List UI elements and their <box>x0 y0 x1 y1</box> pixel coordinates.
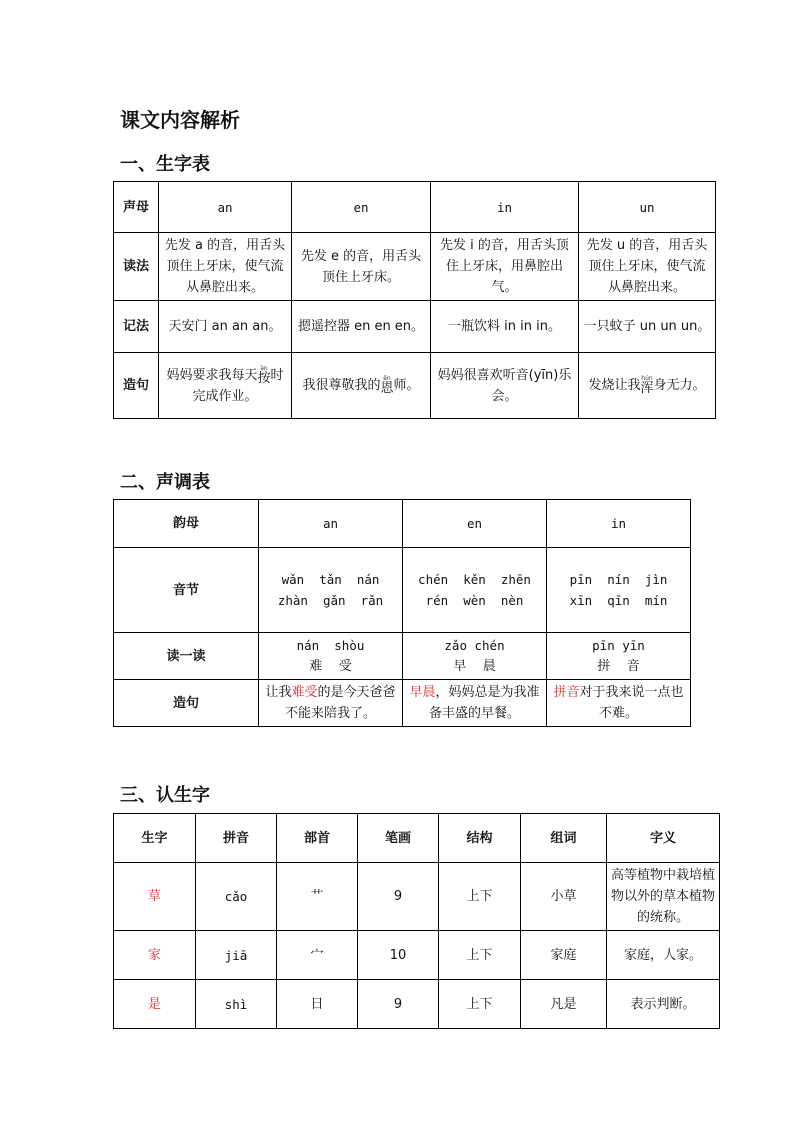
sentence-text: 发烧让我 <box>588 378 641 393</box>
word-cell <box>259 633 403 680</box>
sentence-cell <box>579 353 716 419</box>
row-label: 记法 <box>114 301 159 353</box>
sentence-text: ，妈妈总是为我准备丰盛的早餐。 <box>428 685 540 721</box>
row-label: 造句 <box>114 680 259 727</box>
reading-cell: 先发 u 的音，用舌头顶住上牙床，使气流从鼻腔出来。 <box>579 233 716 301</box>
meaning-cell: 表示判断。 <box>607 980 720 1029</box>
final-cell: in <box>547 500 691 548</box>
page-title: 课文内容解析 <box>120 108 240 132</box>
table-row <box>114 182 716 233</box>
tones-table <box>113 499 691 727</box>
char-cell: 是 <box>114 980 196 1029</box>
table-row <box>114 863 720 931</box>
reading-cell: 先发 a 的音，用舌头顶住上牙床，使气流从鼻腔出来。 <box>159 233 292 301</box>
char-pinyin: ēn <box>383 375 391 382</box>
word-chars: 难 受 <box>309 659 352 674</box>
word-cell: 凡是 <box>521 980 607 1029</box>
row-label: 读一读 <box>114 633 259 680</box>
sound-cell: an <box>159 182 292 233</box>
column-header: 字义 <box>607 814 720 863</box>
sentence-text: 对于我来说一点也不难。 <box>579 685 684 721</box>
column-header: 笔画 <box>358 814 439 863</box>
annotated-char <box>257 365 270 386</box>
strokes-cell: 9 <box>358 863 439 931</box>
row-label: 韵母 <box>114 500 259 548</box>
table-row <box>114 548 691 633</box>
syllables-cell <box>403 548 547 633</box>
final-cell: an <box>259 500 403 548</box>
char-cell: 家 <box>114 931 196 980</box>
row-label: 声母 <box>114 182 159 233</box>
memory-cell: 摁遥控器 en en en。 <box>292 301 431 353</box>
char: 浑 <box>640 381 654 396</box>
table-row <box>114 680 691 727</box>
table-row <box>114 353 716 419</box>
radical-cell: 日 <box>277 980 358 1029</box>
reading-cell: 先发 e 的音，用舌头顶住上牙床。 <box>292 233 431 301</box>
sound-cell: in <box>431 182 579 233</box>
row-label: 造句 <box>114 353 159 419</box>
sentence-text: 师。 <box>393 378 420 393</box>
final-cell: en <box>403 500 547 548</box>
sentence-cell <box>403 680 547 727</box>
pinyin-cell: cǎo <box>196 863 277 931</box>
sentence-text: 我很尊敬我的 <box>302 378 381 393</box>
column-header: 生字 <box>114 814 196 863</box>
table-row <box>114 500 691 548</box>
section-heading-2: 二、声调表 <box>120 472 210 493</box>
sentence-text: 让我 <box>265 685 292 700</box>
highlighted-word: 早晨 <box>409 685 436 700</box>
syllables-cell <box>259 548 403 633</box>
word-cell: 家庭 <box>521 931 607 980</box>
word-cell: 小草 <box>521 863 607 931</box>
sound-cell: en <box>292 182 431 233</box>
char-pinyin: àn <box>260 364 268 372</box>
syllables-line: wǎn tǎn nán <box>281 572 380 587</box>
column-header: 组词 <box>521 814 607 863</box>
column-header: 拼音 <box>196 814 277 863</box>
syllables-line: rén wèn nèn <box>425 593 524 608</box>
meaning-cell: 高等植物中栽培植物以外的草本植物的统称。 <box>607 863 720 931</box>
table-row <box>114 931 720 980</box>
annotated-char <box>380 375 393 396</box>
table-row <box>114 814 720 863</box>
highlighted-word: 难受 <box>291 685 318 700</box>
word-cell <box>403 633 547 680</box>
table-row <box>114 980 720 1029</box>
sentence-text: 的是今天爸爸不能来陪我了。 <box>284 685 396 721</box>
sentence-text: 妈妈要求我每天 <box>166 367 258 383</box>
syllables-cell <box>547 548 691 633</box>
sentence-text: 身无力。 <box>653 378 706 393</box>
syllables-line: xīn qīn mín <box>569 593 668 608</box>
memory-cell: 天安门 an an an。 <box>159 301 292 353</box>
sentence-cell <box>159 353 292 419</box>
sentence-cell <box>292 353 431 419</box>
syllables-line: chén kěn zhēn <box>418 572 531 587</box>
characters-table <box>113 813 720 1029</box>
memory-cell: 一瓶饮料 in in in。 <box>431 301 579 353</box>
sound-cell: un <box>579 182 716 233</box>
radical-cell: 艹 <box>277 863 358 931</box>
sentence-text: 时完成作业。 <box>192 367 284 404</box>
word-pinyin: pīn yīn <box>592 638 645 653</box>
annotated-char <box>640 375 653 396</box>
syllables-line: zhàn gǎn rǎn <box>277 593 384 608</box>
reading-cell: 先发 i 的音，用舌头顶住上牙床，用鼻腔出气。 <box>431 233 579 301</box>
meaning-cell: 家庭，人家。 <box>607 931 720 980</box>
word-pinyin: zǎo chén <box>444 638 505 653</box>
structure-cell: 上下 <box>439 863 521 931</box>
syllables-line: pīn nín jìn <box>569 572 668 587</box>
word-chars: 早 晨 <box>453 659 496 674</box>
initials-table <box>113 181 716 419</box>
sentence-cell <box>547 680 691 727</box>
char: 按 <box>257 370 271 386</box>
table-row <box>114 233 716 301</box>
word-chars: 拼 音 <box>597 659 640 674</box>
sentence-cell: 妈妈很喜欢听音(yīn)乐会。 <box>431 353 579 419</box>
strokes-cell: 10 <box>358 931 439 980</box>
table-row <box>114 633 691 680</box>
table-row <box>114 301 716 353</box>
radical-cell: 宀 <box>277 931 358 980</box>
char-cell: 草 <box>114 863 196 931</box>
char-pinyin: hún <box>641 375 653 382</box>
word-pinyin: nán shòu <box>296 638 365 653</box>
row-label: 读法 <box>114 233 159 301</box>
column-header: 部首 <box>277 814 358 863</box>
memory-cell: 一只蚊子 un un un。 <box>579 301 716 353</box>
sentence-cell <box>259 680 403 727</box>
word-cell <box>547 633 691 680</box>
char: 恩 <box>380 381 394 396</box>
highlighted-word: 拼音 <box>553 685 580 700</box>
row-label: 音节 <box>114 548 259 633</box>
pinyin-cell: shì <box>196 980 277 1029</box>
column-header: 结构 <box>439 814 521 863</box>
section-heading-1: 一、生字表 <box>120 154 210 175</box>
section-heading-3: 三、认生字 <box>120 785 210 806</box>
pinyin-cell: jiā <box>196 931 277 980</box>
strokes-cell: 9 <box>358 980 439 1029</box>
structure-cell: 上下 <box>439 931 521 980</box>
structure-cell: 上下 <box>439 980 521 1029</box>
